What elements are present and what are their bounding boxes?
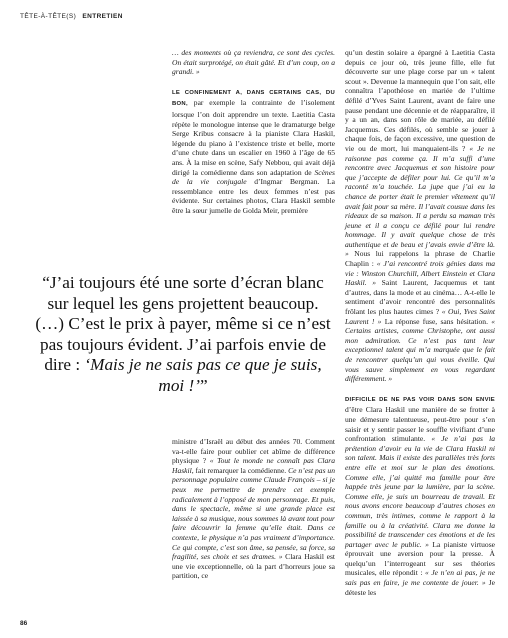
body-text: La réponse fuse, sans hésitation.: [381, 316, 492, 326]
quote-text: « Je n’en ai pas, je ne sais pas en faire, je me contente de jouer. »: [345, 568, 495, 588]
body-text: , fait remarquer la comédienne.: [191, 465, 289, 475]
rubric-label: TÊTE-À-TÊTE(S): [20, 13, 77, 20]
pull-quote-text: “J’ai toujours été une sorte d’écran blanc sur lequel les gens projettent beaucoup. (…) C’est le prix à payer, même si ce n’est pas toujours évident. J’ai parfois envie de dire :: [35, 273, 331, 375]
quote-text: « Je ne raisonne pas comme ça. Il m’a suffi d’une rencontre avec Jacquemus et son histoire pour que j’accepte de défiler pour lui. Ce qu’il m’a raconté m’a touchée. La jupe que j’ai eu la chance de porter était le premier vêtement qu’il avait fait pour sa mère. Il l’avait cousue dans les rideaux de sa maison. Il a perdu sa maman très jeune et il a conçu ce défilé pour lui rendre hommage. Il y avait quelque chose de très authentique et de beau et j’avais envie d’être là. »: [345, 143, 495, 259]
paragraph: [172, 437, 335, 581]
body-text: La pianiste virtuose éprouvait une aversion pour la presse. À quelqu’un l’interrogeant sur ses théories musicales, elle répondit :: [345, 539, 495, 578]
paragraph: [345, 48, 495, 384]
quote-text: « Je n’ai pas la prétention d’avoir eu la vie de Clara Haskil ni son talent. Mais il existe des parallèles très forts entre elle et moi sur le plan des émotions. Comme elle, j’ai quitté ma famille pour être happée très jeune par la lumière, par la scène. Comme elle, je suis un bourreau de travail. Et nous avons encore beaucoup d’autres choses en commun, très intimes, comme le rapport à la famille ou à la créativité. Clara me donne la possibilité de transcender ces émotions et de les partager avec le public. »: [345, 434, 495, 549]
paragraph: [345, 394, 495, 597]
article-column-middle-bottom: [172, 437, 335, 581]
section-label: ENTRETIEN: [82, 13, 123, 20]
pull-quote: [33, 273, 333, 397]
article-column-right: [345, 48, 495, 597]
body-text: Clara Haskil est une vie exceptionnelle, où la part d’horreurs joue sa partition, ce: [172, 552, 335, 581]
body-text: d’Ingmar Bergman. La ressemblance entre les deux femmes n’est pas évidente. Sur certaines photos, Clara Haskil semble être la sœur jumelle de Golda Meir, première: [172, 177, 335, 215]
quote-text: Ce n’est pas un personnage populaire comme Claude François – si je peux me permettre de prendre cet exemple radicalement à l’opposé de mon personnage. Et puis, dans le spectacle, même si une grande place est laissée à sa musique, nous sommes là avant tout pour faire découvrir la femme qu’elle était. Dans ce contexte, le physique n’a pas vraiment d’importance. Ce qui compte, c’est son âme, sa pensée, sa force, sa fragilité, ses choix et ses drames. »: [172, 465, 335, 562]
article-column-middle-top: [172, 48, 335, 216]
quote-text: « Certains artistes, comme Christophe, ont aussi mon admiration. Ce n’est pas tant leur exceptionnel talent qui m’a marquée que le fait de rencontrer quelqu’un qui vous éveille. Qui vous sauve simplement en vous regardant différemment. »: [345, 316, 496, 384]
quote-text: « Oui, Yves Saint Laurent ! »: [345, 307, 496, 326]
body-text: qu’un destin solaire a épargné à Laetitia Casta depuis ce jour où, très jeune fille, elle fut découverte sur une plage corse par un « talent scout ». Devenue la mannequin que l’on sait, elle connaîtra l’apothéose en mariée de l’ultime défilé d’Yves Saint Laurent, avant de faire une pause pendant une décennie et de réapparaître, il y a un an, dans son rôle de mariée, au défilé Jacquemus. Ces défilés, où semble se jouer à chaque fois, de façon excessive, une question de vie ou de mort, lui manquaient-ils ?: [345, 48, 495, 153]
paragraph: [172, 87, 335, 216]
work-title: Scènes de la vie conjugale: [172, 167, 335, 187]
quote-text: « Tout le monde ne connaît pas Clara Haskil: [172, 456, 336, 475]
page-header: [20, 13, 123, 20]
body-text: Je déteste les: [345, 578, 495, 597]
pull-quote-close: ”: [199, 375, 208, 395]
lead-in: LE CONFINEMENT A, DANS CERTAINS CAS, DU BON,: [172, 89, 335, 108]
body-text: Saint Laurent, Jacquemus et tant d’autres, dans la mode et au cinéma… A-t-elle le sentiment d’avoir rencontré des personnalités frôlant les plus hautes cimes ?: [345, 278, 495, 317]
quote-text: … des moments où ça reviendra, ce sont des cycles. On était surprotégé, on était gâté. Et d’un coup, on a grandi. »: [172, 48, 335, 77]
page-number: 86: [20, 620, 28, 627]
body-text: ministre d’Israël au début des années 70. Comment va-t-elle faire pour oublier cet abîme de différence physique ?: [172, 437, 335, 466]
pull-quote-italic: ‘Mais je ne sais pas ce que je suis, moi !’: [84, 355, 322, 395]
body-text: Nous lui rappelons la phrase de Charlie Chaplin :: [345, 249, 495, 269]
quote-text: « J’ai rencontré trois génies dans ma vie : Winston Churchill, Albert Einstein et Clara Haskil. »: [345, 259, 495, 288]
body-text: d’être Clara Haskil une manière de se frotter à une démesure talentueuse, peut-être pour s’en saisir et y sentir passer le souffle vivifiant d’une confrontation stimulante.: [345, 405, 495, 444]
lead-in: DIFFICILE DE NE PAS VOIR DANS SON ENVIE: [345, 396, 495, 403]
body-text: par exemple la contrainte de l’isolement lorsque l’on doit apprendre un texte. Laetitia Casta répète le monologue intense que le dramaturge belge Serge Kribus consacre à la pianiste Clara Haskil, légende du piano à l’existence triste et belle, morte d’une chute dans un escalier en 1960 à l’âge de 65 ans. À la mise en scène, Safy Nebbou, qui avait déjà dirigé la comédienne dans son adaptation de: [172, 98, 335, 177]
paragraph: [172, 48, 335, 77]
